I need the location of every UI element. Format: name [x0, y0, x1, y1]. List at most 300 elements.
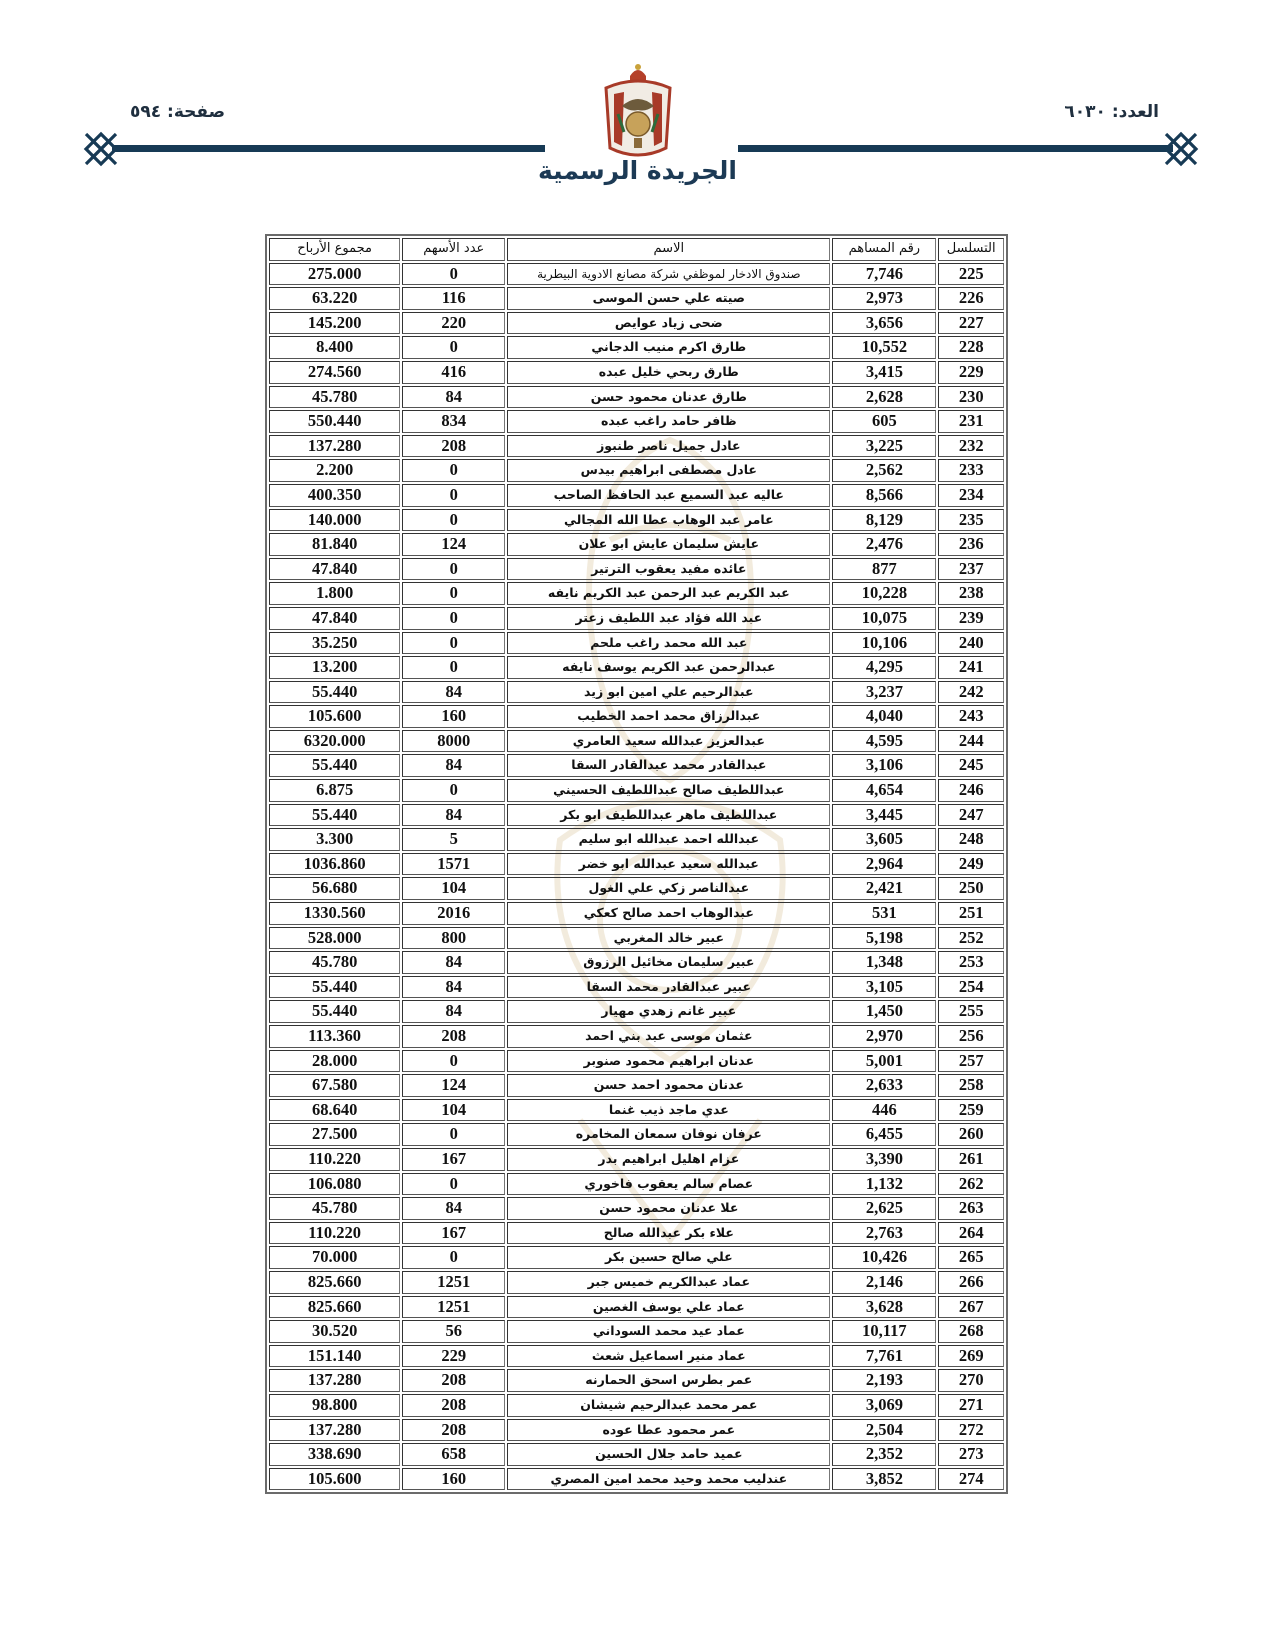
table-row — [269, 1246, 1004, 1269]
table-row — [269, 509, 1004, 532]
name-cell: علاء بكر عبدالله صالح — [507, 1222, 830, 1245]
shareholder-no-cell: 3,415 — [832, 361, 936, 384]
shares-cell: 0 — [402, 582, 505, 605]
table-row — [269, 361, 1004, 384]
name-cell: عبير عبدالقادر محمد السقا — [507, 976, 830, 999]
shareholder-no-cell: 4,595 — [832, 730, 936, 753]
serial-cell: 246 — [938, 779, 1004, 802]
dividends-cell: 274.560 — [269, 361, 400, 384]
name-cell: عائده مفيد يعقوب الترتير — [507, 558, 830, 581]
shareholder-no-cell: 10,075 — [832, 607, 936, 630]
dividends-cell: 70.000 — [269, 1246, 400, 1269]
shares-cell: 0 — [402, 509, 505, 532]
dividends-cell: 113.360 — [269, 1025, 400, 1048]
shares-cell: 84 — [402, 681, 505, 704]
dividends-cell: 1330.560 — [269, 902, 400, 925]
shareholder-no-cell: 3,656 — [832, 312, 936, 335]
shareholder-no-cell: 2,146 — [832, 1271, 936, 1294]
dividends-cell: 45.780 — [269, 386, 400, 409]
shareholder-no-cell: 3,105 — [832, 976, 936, 999]
shareholder-no-cell: 10,117 — [832, 1320, 936, 1343]
serial-cell: 227 — [938, 312, 1004, 335]
column-header-shares: عدد الأسهم — [402, 238, 505, 261]
serial-cell: 274 — [938, 1468, 1004, 1491]
dividends-cell: 137.280 — [269, 1369, 400, 1392]
serial-cell: 226 — [938, 287, 1004, 310]
serial-cell: 240 — [938, 632, 1004, 655]
table-row — [269, 1148, 1004, 1171]
name-cell: طارق ربحي خليل عبده — [507, 361, 830, 384]
shareholder-no-cell: 4,654 — [832, 779, 936, 802]
shares-cell: 124 — [402, 533, 505, 556]
shareholder-no-cell: 10,106 — [832, 632, 936, 655]
dividends-cell: 45.780 — [269, 1197, 400, 1220]
serial-cell: 233 — [938, 459, 1004, 482]
shares-cell: 800 — [402, 927, 505, 950]
table-row — [269, 705, 1004, 728]
shares-cell: 160 — [402, 1468, 505, 1491]
shareholder-no-cell: 10,426 — [832, 1246, 936, 1269]
dividends-cell: 400.350 — [269, 484, 400, 507]
dividends-cell: 67.580 — [269, 1074, 400, 1097]
name-cell: عندليب محمد وحيد محمد امين المصري — [507, 1468, 830, 1491]
shareholder-no-cell: 3,390 — [832, 1148, 936, 1171]
serial-cell: 244 — [938, 730, 1004, 753]
table-row — [269, 656, 1004, 679]
serial-cell: 270 — [938, 1369, 1004, 1392]
name-cell: عدي ماجد ذيب غنما — [507, 1099, 830, 1122]
shares-cell: 229 — [402, 1345, 505, 1368]
name-cell: عبدالرحيم علي امين ابو زيد — [507, 681, 830, 704]
shareholder-no-cell: 2,421 — [832, 877, 936, 900]
serial-cell: 247 — [938, 804, 1004, 827]
name-cell: عبير سليمان مخائيل الرزوق — [507, 951, 830, 974]
column-header-shareholder-no: رقم المساهم — [832, 238, 936, 261]
name-cell: عامر عبد الوهاب عطا الله المجالي — [507, 509, 830, 532]
shares-cell: 0 — [402, 656, 505, 679]
dividends-cell: 55.440 — [269, 976, 400, 999]
dividends-cell: 105.600 — [269, 1468, 400, 1491]
shares-cell: 167 — [402, 1148, 505, 1171]
shareholder-no-cell: 446 — [832, 1099, 936, 1122]
shares-cell: 0 — [402, 558, 505, 581]
name-cell: ضحى زياد عوايص — [507, 312, 830, 335]
shares-cell: 0 — [402, 1246, 505, 1269]
name-cell: عادل مصطفى ابراهيم بيدس — [507, 459, 830, 482]
serial-cell: 266 — [938, 1271, 1004, 1294]
shares-cell: 124 — [402, 1074, 505, 1097]
table-row — [269, 1320, 1004, 1343]
column-header-dividends: مجموع الأرباح — [269, 238, 400, 261]
dividends-cell: 47.840 — [269, 607, 400, 630]
serial-cell: 254 — [938, 976, 1004, 999]
serial-cell: 229 — [938, 361, 1004, 384]
table-row — [269, 1050, 1004, 1073]
shareholder-no-cell: 3,069 — [832, 1394, 936, 1417]
name-cell: عماد عيد محمد السوداني — [507, 1320, 830, 1343]
table-row — [269, 1173, 1004, 1196]
name-cell: عادل جميل ناصر طنبوز — [507, 435, 830, 458]
name-cell: عبد الله محمد راغب ملحم — [507, 632, 830, 655]
shareholder-no-cell: 3,237 — [832, 681, 936, 704]
serial-cell: 242 — [938, 681, 1004, 704]
page-number: صفحة: ٥٩٤ — [130, 102, 226, 122]
serial-cell: 248 — [938, 828, 1004, 851]
name-cell: عبداللطيف ماهر عبداللطيف ابو بكر — [507, 804, 830, 827]
issue-number: العدد: ٦٠٣٠ — [1064, 102, 1159, 122]
shareholder-no-cell: 2,352 — [832, 1443, 936, 1466]
dividends-cell: 8.400 — [269, 336, 400, 359]
dividends-cell: 98.800 — [269, 1394, 400, 1417]
table-row — [269, 828, 1004, 851]
dividends-cell: 151.140 — [269, 1345, 400, 1368]
name-cell: عبدالله سعيد عبدالله ابو خضر — [507, 853, 830, 876]
dividends-cell: 137.280 — [269, 1419, 400, 1442]
name-cell: صيته علي حسن الموسى — [507, 287, 830, 310]
shareholder-no-cell: 3,628 — [832, 1296, 936, 1319]
shareholder-no-cell: 5,198 — [832, 927, 936, 950]
dividends-cell: 528.000 — [269, 927, 400, 950]
shares-cell: 167 — [402, 1222, 505, 1245]
serial-cell: 257 — [938, 1050, 1004, 1073]
serial-cell: 268 — [938, 1320, 1004, 1343]
name-cell: عبير خالد المغربي — [507, 927, 830, 950]
dividends-cell: 3.300 — [269, 828, 400, 851]
shares-cell: 416 — [402, 361, 505, 384]
serial-cell: 231 — [938, 410, 1004, 433]
table-row — [269, 459, 1004, 482]
table-row — [269, 1345, 1004, 1368]
serial-cell: 271 — [938, 1394, 1004, 1417]
dividends-cell: 338.690 — [269, 1443, 400, 1466]
serial-cell: 258 — [938, 1074, 1004, 1097]
shares-cell: 84 — [402, 1197, 505, 1220]
serial-cell: 251 — [938, 902, 1004, 925]
shareholder-no-cell: 7,746 — [832, 263, 936, 286]
header-rule-left — [112, 145, 545, 152]
name-cell: صندوق الادخار لموظفي شركة مصانع الادوية البيطرية — [507, 263, 830, 286]
name-cell: طارق عدنان محمود حسن — [507, 386, 830, 409]
table-row — [269, 1296, 1004, 1319]
table-row — [269, 681, 1004, 704]
table-row — [269, 558, 1004, 581]
dividends-cell: 47.840 — [269, 558, 400, 581]
table-row — [269, 1222, 1004, 1245]
shares-cell: 1251 — [402, 1271, 505, 1294]
name-cell: عدنان ابراهيم محمود صنوبر — [507, 1050, 830, 1073]
shareholder-no-cell: 1,348 — [832, 951, 936, 974]
name-cell: عميد حامد جلال الحسين — [507, 1443, 830, 1466]
shareholder-no-cell: 2,562 — [832, 459, 936, 482]
dividends-cell: 140.000 — [269, 509, 400, 532]
shareholder-no-cell: 1,132 — [832, 1173, 936, 1196]
dividends-cell: 13.200 — [269, 656, 400, 679]
table-row — [269, 1443, 1004, 1466]
shares-cell: 5 — [402, 828, 505, 851]
dividends-cell: 55.440 — [269, 754, 400, 777]
shares-cell: 104 — [402, 1099, 505, 1122]
shareholder-no-cell: 10,552 — [832, 336, 936, 359]
serial-cell: 260 — [938, 1123, 1004, 1146]
name-cell: عبد الكريم عبد الرحمن عبد الكريم نايفه — [507, 582, 830, 605]
shares-cell: 160 — [402, 705, 505, 728]
table-row — [269, 804, 1004, 827]
dividends-cell: 1036.860 — [269, 853, 400, 876]
shares-cell: 0 — [402, 607, 505, 630]
dividends-cell: 110.220 — [269, 1222, 400, 1245]
name-cell: عمر بطرس اسحق الحمارنه — [507, 1369, 830, 1392]
name-cell: عبد الله فؤاد عبد اللطيف زعتر — [507, 607, 830, 630]
table-row — [269, 484, 1004, 507]
shares-cell: 0 — [402, 1173, 505, 1196]
shares-cell: 1571 — [402, 853, 505, 876]
coat-of-arms-icon — [600, 62, 676, 162]
shareholder-no-cell: 2,476 — [832, 533, 936, 556]
name-cell: عثمان موسى عبد بني احمد — [507, 1025, 830, 1048]
name-cell: عماد عبدالكريم خميس جبر — [507, 1271, 830, 1294]
shareholder-no-cell: 531 — [832, 902, 936, 925]
name-cell: علي صالح حسين بكر — [507, 1246, 830, 1269]
table-row — [269, 287, 1004, 310]
shares-cell: 0 — [402, 484, 505, 507]
name-cell: عمر محمد عبدالرحيم شيشان — [507, 1394, 830, 1417]
name-cell: عبدالعزيز عبدالله سعيد العامري — [507, 730, 830, 753]
table-row — [269, 632, 1004, 655]
serial-cell: 272 — [938, 1419, 1004, 1442]
column-header-serial: التسلسل — [938, 238, 1004, 261]
dividends-cell: 145.200 — [269, 312, 400, 335]
shareholder-no-cell: 2,625 — [832, 1197, 936, 1220]
shares-cell: 84 — [402, 386, 505, 409]
serial-cell: 235 — [938, 509, 1004, 532]
table-row — [269, 1419, 1004, 1442]
shares-cell: 116 — [402, 287, 505, 310]
shareholder-no-cell: 8,566 — [832, 484, 936, 507]
name-cell: عبير غانم زهدي مهيار — [507, 1000, 830, 1023]
shareholder-no-cell: 2,193 — [832, 1369, 936, 1392]
shares-cell: 84 — [402, 804, 505, 827]
shares-cell: 84 — [402, 754, 505, 777]
shares-cell: 0 — [402, 459, 505, 482]
dividends-cell: 68.640 — [269, 1099, 400, 1122]
table-row — [269, 1099, 1004, 1122]
table-row — [269, 730, 1004, 753]
shareholder-no-cell: 3,852 — [832, 1468, 936, 1491]
dividends-cell: 1.800 — [269, 582, 400, 605]
shares-cell: 0 — [402, 632, 505, 655]
table-row — [269, 1468, 1004, 1491]
dividends-cell: 63.220 — [269, 287, 400, 310]
table-row — [269, 976, 1004, 999]
shares-cell: 56 — [402, 1320, 505, 1343]
table-row — [269, 779, 1004, 802]
serial-cell: 236 — [938, 533, 1004, 556]
dividends-cell: 55.440 — [269, 804, 400, 827]
shares-cell: 208 — [402, 1394, 505, 1417]
serial-cell: 239 — [938, 607, 1004, 630]
table-row — [269, 410, 1004, 433]
table-row — [269, 435, 1004, 458]
table-row — [269, 533, 1004, 556]
serial-cell: 230 — [938, 386, 1004, 409]
dividends-cell: 105.600 — [269, 705, 400, 728]
table-row — [269, 607, 1004, 630]
shareholder-no-cell: 877 — [832, 558, 936, 581]
table-row — [269, 1271, 1004, 1294]
shareholder-no-cell: 3,605 — [832, 828, 936, 851]
serial-cell: 232 — [938, 435, 1004, 458]
shareholder-no-cell: 8,129 — [832, 509, 936, 532]
shares-cell: 8000 — [402, 730, 505, 753]
table-row — [269, 1000, 1004, 1023]
shareholders-table — [265, 234, 1008, 1494]
shares-cell: 84 — [402, 976, 505, 999]
dividends-cell: 56.680 — [269, 877, 400, 900]
shareholder-no-cell: 3,225 — [832, 435, 936, 458]
dividends-cell: 55.440 — [269, 681, 400, 704]
dividends-cell: 6.875 — [269, 779, 400, 802]
serial-cell: 249 — [938, 853, 1004, 876]
dividends-cell: 30.520 — [269, 1320, 400, 1343]
dividends-cell: 2.200 — [269, 459, 400, 482]
shareholder-no-cell: 3,445 — [832, 804, 936, 827]
shares-cell: 0 — [402, 263, 505, 286]
shares-cell: 208 — [402, 1025, 505, 1048]
serial-cell: 252 — [938, 927, 1004, 950]
name-cell: عبدالوهاب احمد صالح كعكي — [507, 902, 830, 925]
name-cell: عبداللطيف صالح عبداللطيف الحسيني — [507, 779, 830, 802]
serial-cell: 263 — [938, 1197, 1004, 1220]
name-cell: عبدالناصر زكي علي الغول — [507, 877, 830, 900]
table-row — [269, 1369, 1004, 1392]
serial-cell: 250 — [938, 877, 1004, 900]
dividends-cell: 28.000 — [269, 1050, 400, 1073]
table-header-row — [269, 238, 1004, 261]
shares-cell: 1251 — [402, 1296, 505, 1319]
table-row — [269, 927, 1004, 950]
table-row — [269, 951, 1004, 974]
name-cell: عايش سليمان عايش ابو علان — [507, 533, 830, 556]
serial-cell: 253 — [938, 951, 1004, 974]
dividends-cell: 825.660 — [269, 1271, 400, 1294]
shares-cell: 0 — [402, 1050, 505, 1073]
shareholder-no-cell: 2,964 — [832, 853, 936, 876]
shares-cell: 658 — [402, 1443, 505, 1466]
shareholder-no-cell: 6,455 — [832, 1123, 936, 1146]
name-cell: عبدالقادر محمد عبدالقادر السقا — [507, 754, 830, 777]
dividends-cell: 81.840 — [269, 533, 400, 556]
serial-cell: 237 — [938, 558, 1004, 581]
shares-cell: 208 — [402, 435, 505, 458]
name-cell: عماد منير اسماعيل شعث — [507, 1345, 830, 1368]
shareholder-no-cell: 4,295 — [832, 656, 936, 679]
gazette-title: الجريدة الرسمية — [537, 156, 738, 185]
table-row — [269, 336, 1004, 359]
serial-cell: 234 — [938, 484, 1004, 507]
header-rule-right — [738, 145, 1173, 152]
name-cell: عاليه عبد السميع عبد الحافظ الصاحب — [507, 484, 830, 507]
shares-cell: 84 — [402, 951, 505, 974]
shares-cell: 0 — [402, 779, 505, 802]
shares-cell: 0 — [402, 1123, 505, 1146]
name-cell: عبدالرحمن عبد الكريم يوسف نايفه — [507, 656, 830, 679]
serial-cell: 245 — [938, 754, 1004, 777]
serial-cell: 241 — [938, 656, 1004, 679]
serial-cell: 228 — [938, 336, 1004, 359]
name-cell: عزام اهليل ابراهيم بدر — [507, 1148, 830, 1171]
serial-cell: 269 — [938, 1345, 1004, 1368]
table-row — [269, 263, 1004, 286]
shareholder-no-cell: 2,628 — [832, 386, 936, 409]
serial-cell: 238 — [938, 582, 1004, 605]
table-row — [269, 1025, 1004, 1048]
name-cell: عبدالرزاق محمد احمد الخطيب — [507, 705, 830, 728]
serial-cell: 265 — [938, 1246, 1004, 1269]
shareholder-no-cell: 5,001 — [832, 1050, 936, 1073]
dividends-cell: 55.440 — [269, 1000, 400, 1023]
dividends-cell: 137.280 — [269, 435, 400, 458]
table-row — [269, 754, 1004, 777]
shareholder-no-cell: 2,973 — [832, 287, 936, 310]
name-cell: ظافر حامد راغب عبده — [507, 410, 830, 433]
dividends-cell: 35.250 — [269, 632, 400, 655]
shareholder-no-cell: 2,763 — [832, 1222, 936, 1245]
name-cell: عدنان محمود احمد حسن — [507, 1074, 830, 1097]
name-cell: عصام سالم يعقوب فاخوري — [507, 1173, 830, 1196]
dividends-cell: 550.440 — [269, 410, 400, 433]
shareholder-no-cell: 1,450 — [832, 1000, 936, 1023]
dividends-cell: 27.500 — [269, 1123, 400, 1146]
dividends-cell: 110.220 — [269, 1148, 400, 1171]
dividends-cell: 275.000 — [269, 263, 400, 286]
shareholder-no-cell: 10,228 — [832, 582, 936, 605]
shareholder-no-cell: 3,106 — [832, 754, 936, 777]
table-row — [269, 877, 1004, 900]
shares-cell: 84 — [402, 1000, 505, 1023]
serial-cell: 264 — [938, 1222, 1004, 1245]
serial-cell: 259 — [938, 1099, 1004, 1122]
shares-cell: 2016 — [402, 902, 505, 925]
name-cell: عماد علي يوسف الغصين — [507, 1296, 830, 1319]
shares-cell: 0 — [402, 336, 505, 359]
serial-cell: 262 — [938, 1173, 1004, 1196]
table-row — [269, 853, 1004, 876]
shares-cell: 104 — [402, 877, 505, 900]
dividends-cell: 6320.000 — [269, 730, 400, 753]
shares-cell: 208 — [402, 1369, 505, 1392]
dividends-cell: 106.080 — [269, 1173, 400, 1196]
table-row — [269, 1074, 1004, 1097]
serial-cell: 273 — [938, 1443, 1004, 1466]
shares-cell: 220 — [402, 312, 505, 335]
dividends-cell: 45.780 — [269, 951, 400, 974]
table-row — [269, 1197, 1004, 1220]
name-cell: علا عدنان محمود حسن — [507, 1197, 830, 1220]
serial-cell: 225 — [938, 263, 1004, 286]
shareholder-no-cell: 7,761 — [832, 1345, 936, 1368]
name-cell: عرفان نوفان سمعان المخامره — [507, 1123, 830, 1146]
column-header-name: الاسم — [507, 238, 830, 261]
table-row — [269, 312, 1004, 335]
serial-cell: 255 — [938, 1000, 1004, 1023]
shareholder-no-cell: 605 — [832, 410, 936, 433]
table-row — [269, 1123, 1004, 1146]
serial-cell: 243 — [938, 705, 1004, 728]
shareholder-no-cell: 2,970 — [832, 1025, 936, 1048]
table-row — [269, 582, 1004, 605]
table-row — [269, 1394, 1004, 1417]
dividends-cell: 825.660 — [269, 1296, 400, 1319]
